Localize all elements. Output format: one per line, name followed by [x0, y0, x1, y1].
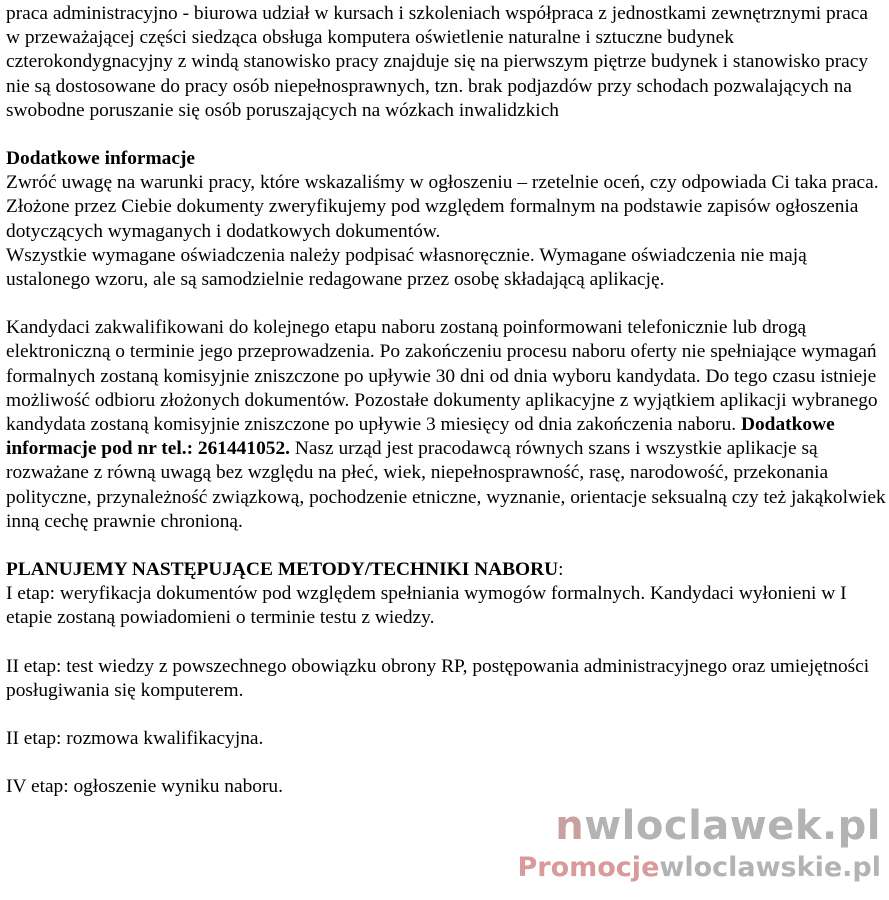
extra-info-paragraph-3: Wszystkie wymagane oświadczenia należy podpisać własnoręcznie. Wymagane oświadczenia nie mają ustalonego wzoru, ale są samodzielnie redagowane przez osobę składającą aplikację. — [6, 244, 807, 291]
candidates-paragraph: Kandydaci zakwalifikowani do kolejnego etapu naboru zostaną poinformowani telefonicznie lub drogą elektroniczną o terminie jego przeprowadzenia. Po zakończeniu procesu naboru oferty nie spełniające wymagań formalnych zostaną komisyjnie zniszczone po upływie 30 dni od dnia wyboru kandydata. Do tego czasu istnieje możliwość odbioru złożonych dokumentów. Pozostałe dokumenty aplikacyjne z wyjątkiem aplikacji wybranego kandydata zostaną komisyjnie zniszczone po upływie 3 miesięcy od dnia zakończenia naboru. Dodatkowe informacje pod nr tel.: 261441052. Nasz urząd jest pracodawcą równych szans i wszystkie aplikacje są rozważane z równą uwagą bez względu na płeć, wiek, niepełnosprawność, rasę, narodowość, przekonania polityczne, przynależność związkową, pochodzenie etniczne, wyznanie, orientacje seksualną czy też jakąkolwiek inną cechę prawnie chronioną. — [6, 317, 886, 532]
stage-2: II etap: test wiedzy z powszechnego obowiązku obrony RP, postępowania administracyjnego oraz umiejętności posługiwania się komputerem. — [6, 655, 870, 701]
watermark-line-2: Promocjewloclawskie.pl — [517, 852, 881, 883]
stage-4: IV etap: ogłoszenie wyniku naboru. — [6, 776, 283, 798]
site-watermark — [517, 803, 881, 883]
extra-info-paragraph-2: Złożone przez Ciebie dokumenty zweryfikujemy pod względem formalnym na podstawie zapisów ogłoszenia dotyczących wymaganych i dodatkowych dokumentów. — [6, 196, 859, 242]
contact-phone: Dodatkowe informacje pod nr tel.: 261441052. — [6, 414, 835, 460]
methods-heading: PLANUJEMY NASTĘPUJĄCE METODY/TECHNIKI NABORU: — [6, 559, 564, 581]
watermark-line-1: nwloclawek.pl — [555, 803, 881, 849]
extra-info-paragraph-1: Zwróć uwagę na warunki pracy, które wskazaliśmy w ogłoszeniu – rzetelnie oceń, czy odpowiada Ci taka praca. — [6, 172, 879, 194]
extra-info-heading: Dodatkowe informacje — [6, 148, 196, 170]
stage-1: I etap: weryfikacja dokumentów pod względem spełniania wymogów formalnych. Kandydaci wyłonieni w I etapie zostaną powiadomieni o terminie testu z wiedzy. — [6, 583, 847, 629]
document-body — [6, 2, 886, 799]
stage-3: II etap: rozmowa kwalifikacyjna. — [6, 728, 264, 750]
work-conditions-paragraph: praca administracyjno - biurowa udział w kursach i szkoleniach współpraca z jednostkami zewnętrznymi praca w przeważającej części siedząca obsługa komputera oświetlenie naturalne i sztuczne budynek czterokondygnacyjny z windą stanowisko pracy znajduje się na pierwszym piętrze budynek i stanowisko pracy nie są dostosowane do pracy osób niepełnosprawnych, tzn. brak podjazdów przy schodach pozwalających na swobodne poruszanie się osób poruszających na wózkach inwalidzkich — [6, 3, 869, 121]
